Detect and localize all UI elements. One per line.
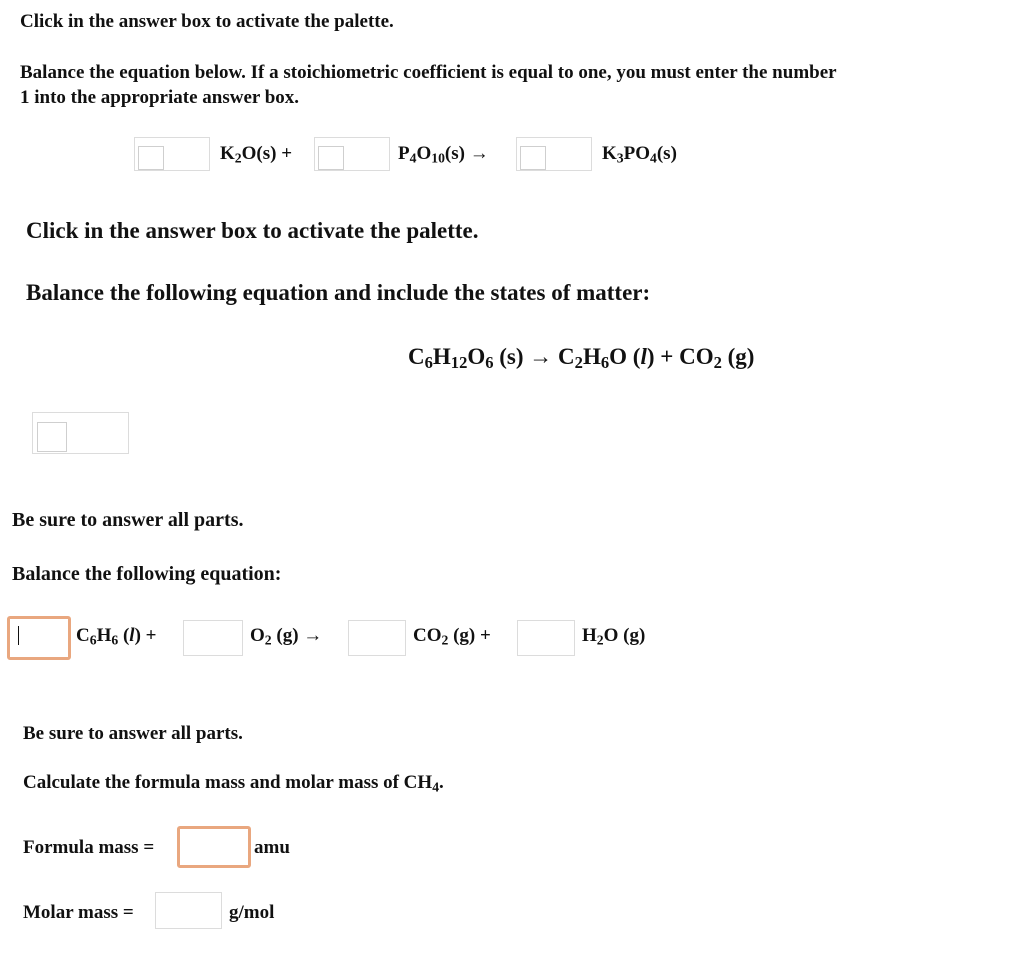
c6h6-coefficient-input[interactable]	[7, 616, 71, 660]
h2o-term: $H_2O$ (g)	[582, 625, 646, 648]
k2o-coefficient-box[interactable]	[134, 137, 210, 171]
co2-term: $CO_2$ (g) +	[413, 625, 491, 648]
section2-prompt: Balance the following equation and include the states of matter:	[26, 280, 651, 305]
h2o-coefficient-input[interactable]	[517, 620, 575, 656]
p4o10-coefficient-box[interactable]	[314, 137, 390, 171]
section4-prompt: Calculate the formula mass and molar mass of $CH_4$.	[23, 772, 444, 795]
fermentation-equation: $C_6H_{12}O_6$ $(s) \to C_2H_6O$ $(l) + CO_2$ (g)	[408, 344, 755, 373]
o2-term: $O_2$ (g) →	[250, 625, 323, 648]
text-caret	[18, 626, 19, 645]
k3po4-coefficient-box[interactable]	[516, 137, 592, 171]
equation-answer-box[interactable]	[32, 412, 129, 454]
section1-prompt-line2: 1 into the appropriate answer box.	[20, 87, 300, 108]
section3-prompt: Balance the following equation:	[12, 563, 282, 585]
section2-instruction: Click in the answer box to activate the palette.	[26, 218, 479, 243]
molar-mass-label: Molar mass =	[23, 902, 134, 923]
formula-mass-input[interactable]	[177, 826, 251, 868]
placeholder-square-icon	[138, 146, 164, 170]
o2-coefficient-input[interactable]	[183, 620, 243, 656]
k2o-term: $K_2O(s)$ +	[220, 143, 293, 166]
placeholder-square-icon	[318, 146, 344, 170]
formula-mass-label: Formula mass =	[23, 837, 155, 858]
molar-mass-unit: g/mol	[229, 902, 275, 923]
section1-prompt-line1: Balance the equation below. If a stoichiometric coefficient is equal to one, you must enter the number	[20, 62, 837, 83]
formula-mass-unit: amu	[254, 837, 290, 858]
section3-note: Be sure to answer all parts.	[12, 509, 244, 531]
section4-note: Be sure to answer all parts.	[23, 723, 243, 744]
c6h6-term: $C_6H_6$ (l) +	[76, 625, 157, 648]
co2-coefficient-input[interactable]	[348, 620, 406, 656]
k3po4-term: $K_3PO_4(s)$	[602, 143, 677, 166]
molar-mass-input[interactable]	[155, 892, 222, 929]
p4o10-term: $P_4O_{10}(s)$ →	[398, 143, 489, 166]
placeholder-square-icon	[520, 146, 546, 170]
section1-instruction: Click in the answer box to activate the palette.	[20, 11, 394, 32]
placeholder-square-icon	[37, 422, 67, 452]
